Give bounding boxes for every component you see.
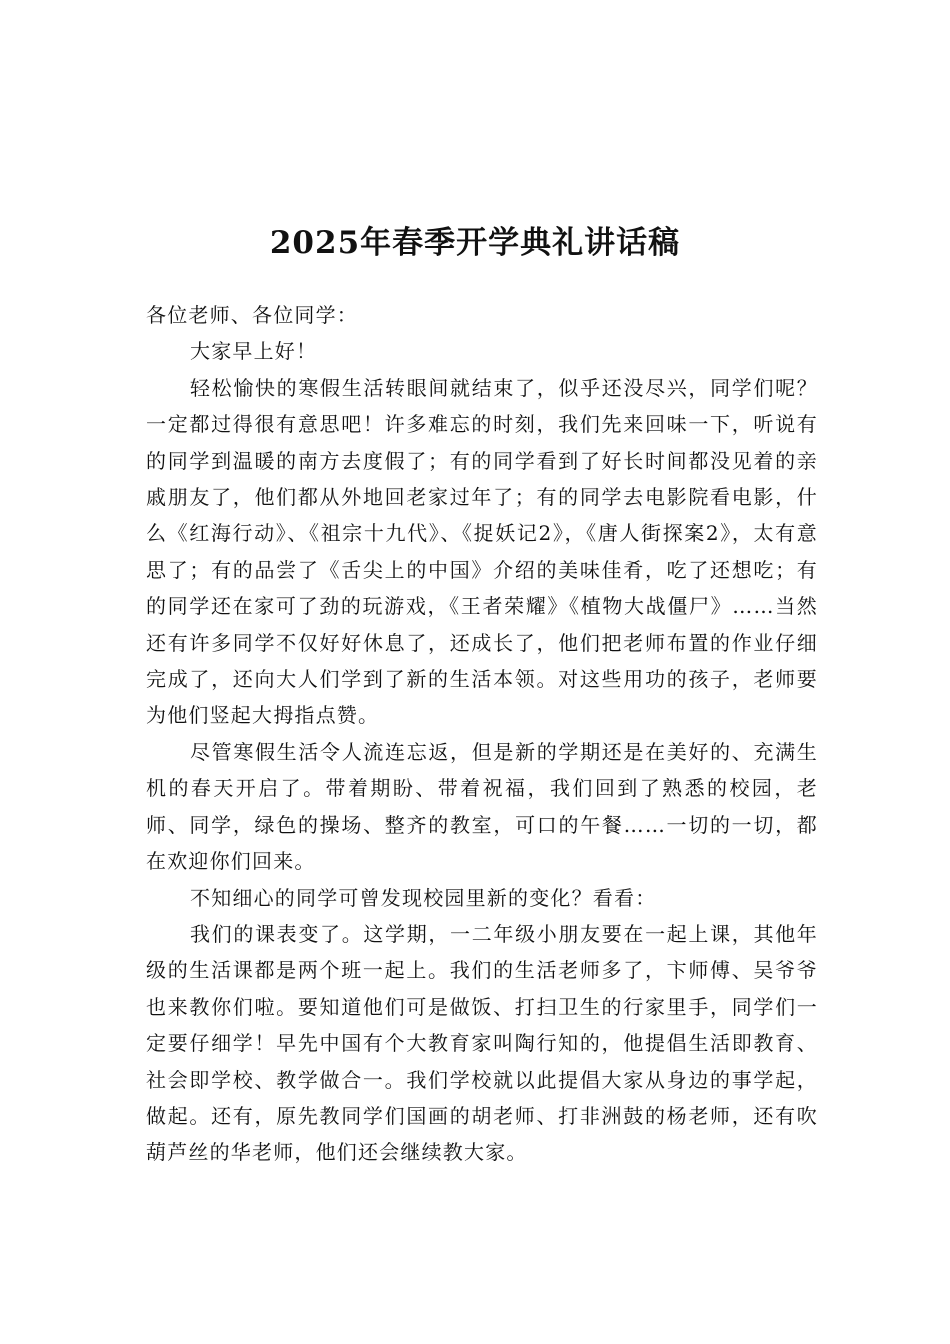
paragraph-schedule-changes: 我们的课表变了。这学期，一二年级小朋友要在一起上课，其他年级的生活课都是两个班一起上。我们的生活老师多了，卞师傅、吴爷爷也来教你们啦。要知道他们可是做饭、打扫卫生的行家里手，同学们一定要仔细学！早先中国有个大教育家叫陶行知的，他提倡生活即教育、社会即学校、教学做合一。我们学校就以此提倡大家从身边的事学起，做起。还有，原先教同学们国画的胡老师、打非洲鼓的杨老师，还有吹葫芦丝的华老师，他们还会继续教大家。 bbox=[146, 921, 818, 1165]
paragraph-new-semester: 尽管寒假生活令人流连忘返，但是新的学期还是在美好的、充满生机的春天开启了。带着期盼、带着祝福，我们回到了熟悉的校园，老师、同学，绿色的操场、整齐的教室，可口的午餐……一切的一切，都在欢迎你们回来。 bbox=[146, 739, 818, 874]
paragraph-winter-vacation: 轻松愉快的寒假生活转眼间就结束了，似乎还没尽兴，同学们呢？一定都过得很有意思吧！许多难忘的时刻，我们先来回味一下，听说有的同学到温暖的南方去度假了；有的同学看到了好长时间都没见着的亲戚朋友了，他们都从外地回老家过年了；有的同学去电影院看电影，什么《红海行动》、《祖宗十九代》、《捉妖记2》，《唐人街探案2》，太有意思了；有的品尝了《舌尖上的中国》介绍的美味佳肴，吃了还想吃；有的同学还在家可了劲的玩游戏，《王者荣耀》《植物大战僵尸》……当然还有许多同学不仅好好休息了，还成长了，他们把老师布置的作业仔细完成了，还向大人们学到了新的生活本领。对这些用功的孩子，老师要为他们竖起大拇指点赞。 bbox=[146, 375, 818, 728]
salutation: 各位老师、各位同学： bbox=[146, 303, 358, 327]
document-title: 2025年春季开学典礼讲话稿 bbox=[269, 225, 681, 261]
document-body bbox=[146, 297, 818, 1171]
paragraph-campus-changes: 不知细心的同学可曾发现校园里新的变化？看看： bbox=[190, 885, 657, 910]
paragraph-greeting: 大家早上好！ bbox=[190, 339, 318, 364]
